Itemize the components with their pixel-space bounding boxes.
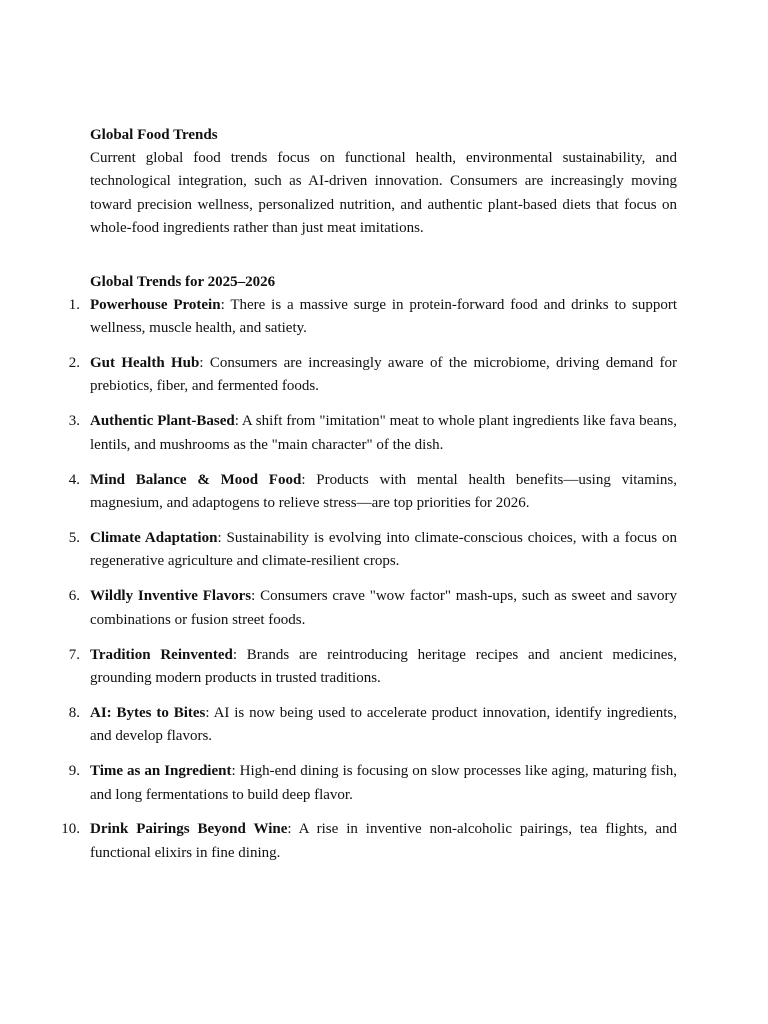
list-item-number: 1. xyxy=(68,296,80,313)
list-item-term: Authentic Plant-Based xyxy=(90,413,235,430)
list-item-description: : Consumers crave "wow factor" mash-ups, such as sweet and savory combinations or fusion street foods. xyxy=(90,588,677,628)
list-item-term: Mind Balance & Mood Food xyxy=(90,471,302,488)
document-content xyxy=(61,124,678,877)
list-item-number: 2. xyxy=(68,354,80,371)
list-item xyxy=(68,527,677,574)
list-item-description: : Sustainability is evolving into climate-conscious choices, with a focus on regenerative agriculture and climate-resilient crops. xyxy=(90,529,677,570)
list-item-number: 9. xyxy=(68,763,80,780)
section-title-global-food-trends: Global Food Trends xyxy=(90,127,218,143)
list-item-description: : Consumers are increasingly aware of the microbiome, driving demand for prebiotics, fiber, and fermented foods. xyxy=(90,354,678,395)
list-item-description: : Products with mental health benefits—using vitamins, magnesium, and adaptogens to relieve stress—are top priorities for 2026. xyxy=(90,471,677,511)
list-item-term: Gut Health Hub xyxy=(90,354,200,371)
list-item-number: 10. xyxy=(61,821,80,838)
list-item-description: : High-end dining is focusing on slow processes like aging, maturing fish, and long fermentations to build deep flavor. xyxy=(90,763,678,803)
list-item-description: : Brands are reintroducing heritage recipes and ancient medicines, grounding modern products in trusted traditions. xyxy=(90,646,677,686)
list-item-description: : A shift from "imitation" meat to whole plant ingredients like fava beans, lentils, and mushrooms as the "main character" of the dish. xyxy=(90,413,677,453)
list-item xyxy=(68,352,678,399)
list-item-number: 3. xyxy=(68,413,80,430)
trends-list xyxy=(61,294,678,866)
list-item xyxy=(68,644,677,691)
list-item-term: AI: Bytes to Bites xyxy=(90,704,206,721)
section-title-global-trends-2025-2026: Global Trends for 2025–2026 xyxy=(90,273,276,290)
list-item-number: 4. xyxy=(68,471,80,488)
list-item-term: Climate Adaptation xyxy=(90,529,218,546)
list-item xyxy=(68,410,677,457)
list-item-term: Wildly Inventive Flavors xyxy=(90,588,252,605)
list-item xyxy=(68,469,677,516)
list-item-term: Powerhouse Protein xyxy=(90,296,221,313)
list-item xyxy=(68,760,678,807)
list-item-number: 5. xyxy=(68,529,80,546)
list-item-term: Tradition Reinvented xyxy=(90,646,233,663)
list-item-description: : A rise in inventive non-alcoholic pairings, tea flights, and functional elixirs in fine dining. xyxy=(90,821,677,861)
list-item xyxy=(61,818,677,865)
list-item-description: : There is a massive surge in protein-forward food and drinks to support wellness, muscle health, and satiety. xyxy=(90,296,678,337)
list-item xyxy=(68,585,677,632)
list-item xyxy=(68,702,677,749)
list-item-description: : AI is now being used to accelerate product innovation, identify ingredients, and develop flavors. xyxy=(90,704,677,745)
list-item-number: 6. xyxy=(68,588,80,605)
list-item-term: Drink Pairings Beyond Wine xyxy=(90,821,288,838)
list-item xyxy=(68,294,678,341)
list-item-number: 7. xyxy=(68,646,80,663)
list-item-number: 8. xyxy=(68,704,80,721)
list-item-term: Time as an Ingredient xyxy=(90,763,232,780)
intro-paragraph: Current global food trends focus on functional health, environmental sustainability, and technological integration, such as AI-driven innovation. Consumers are increasingly moving toward precision wellness, personalized nutrition, and authentic plant-based diets that focus on whole-food ingredients rather than just meat imitations. xyxy=(90,150,677,237)
